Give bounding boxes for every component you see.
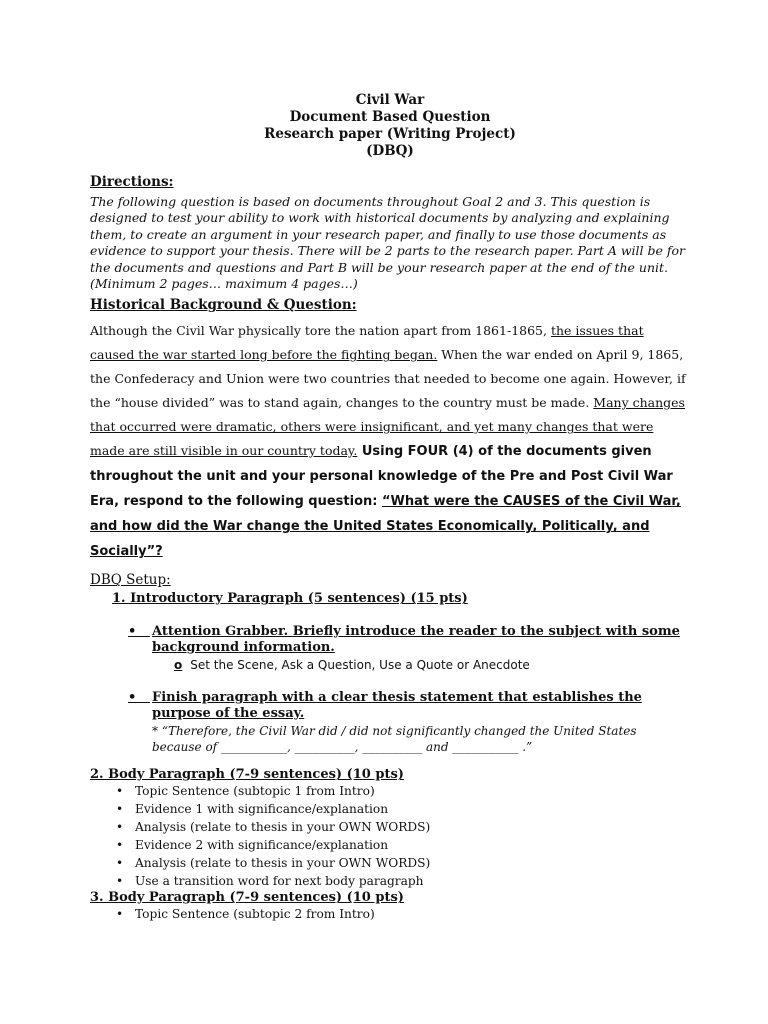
list-item: • Topic Sentence (subtopic 2 from Intro): [90, 905, 690, 923]
list-item: [174, 658, 690, 672]
directions-text: The following question is based on documents throughout Goal 2 and 3. This question is designed to test your ability to work with historical documents by analyzing and explaining them, to create an argument in your research paper, and finally to use those documents as evidence to support your thesis. There will be 2 parts to the research paper. Part A will be for the documents and questions and Part B will be your research paper at the end of the unit. (Minimum 2 pages… maximum 4 pages…): [90, 194, 685, 292]
bullet-icon: •: [128, 624, 150, 640]
background-text: Although the Civil War physically tore the nation apart from 1861-1865,: [90, 323, 551, 339]
title-line: Research paper (Writing Project): [264, 126, 516, 142]
thesis-template: [152, 723, 690, 755]
section-1-bullet-2: Finish paragraph with a clear thesis statement that establishes the purpose of the essay.: [152, 690, 642, 722]
setup-heading: DBQ Setup:: [90, 572, 171, 589]
dbq-question: “What were the CAUSES of the Civil War, and how did the War change the United States Economically, Politically, and Socially”?: [90, 494, 681, 560]
list-item: • Topic Sentence (subtopic 1 from Intro): [90, 782, 690, 800]
background-paragraph: [90, 319, 690, 564]
list-item: • Analysis (relate to thesis in your OWN WORDS): [90, 854, 690, 872]
background-underlined-text: Many changes that occurred were dramatic, others were insignificant, and yet many changes that were made are still visible in our country today.: [90, 395, 685, 459]
background-underlined-text: the issues that caused the war started long before the fighting began.: [90, 323, 644, 363]
document-page: [90, 92, 690, 923]
thesis-template-line: because of ___________, __________, __________ and ___________ .”: [152, 740, 533, 755]
circle-bullet-icon: o: [174, 658, 183, 673]
background-heading: Historical Background & Question:: [90, 297, 357, 314]
section-1-title: 1. Introductory Paragraph (5 sentences) (15 pts): [112, 591, 468, 607]
list-item: • Analysis (relate to thesis in your OWN WORDS): [90, 818, 690, 836]
document-title: [90, 92, 690, 160]
section-2-list: [90, 782, 690, 890]
section-3-list: [90, 905, 690, 923]
section-1-sub-1: Set the Scene, Ask a Question, Use a Quote or Anecdote: [190, 658, 530, 673]
bullet-icon: •: [128, 690, 150, 706]
list-item: [128, 690, 690, 722]
title-line: Civil War: [355, 92, 425, 108]
list-item: [128, 624, 690, 656]
section-2-title: 2. Body Paragraph (7-9 sentences) (10 pts): [90, 767, 404, 783]
list-item: • Evidence 2 with significance/explanation: [90, 836, 690, 854]
directions-heading: Directions:: [90, 174, 174, 190]
section-1-bullet-1: Attention Grabber. Briefly introduce the reader to the subject with some background information.: [152, 624, 680, 656]
title-line: Document Based Question: [289, 109, 491, 125]
background-text: When the war ended on April 9, 1865, the Confederacy and Union were two countries that needed to become one again. However, if the “house divided” was to stand again, changes to the country must be made.: [90, 347, 686, 411]
background-bold-text: Using FOUR (4) of the documents given throughout the unit and your personal knowledge of the Pre and Post Civil War Era, respond to the following question:: [90, 444, 673, 510]
section-3-title: 3. Body Paragraph (7-9 sentences) (10 pts): [90, 890, 404, 906]
thesis-template-line: * “Therefore, the Civil War did / did not significantly changed the United States: [152, 724, 637, 739]
list-item: • Use a transition word for next body paragraph: [90, 872, 690, 890]
title-line: (DBQ): [366, 143, 414, 159]
list-item: • Evidence 1 with significance/explanation: [90, 800, 690, 818]
